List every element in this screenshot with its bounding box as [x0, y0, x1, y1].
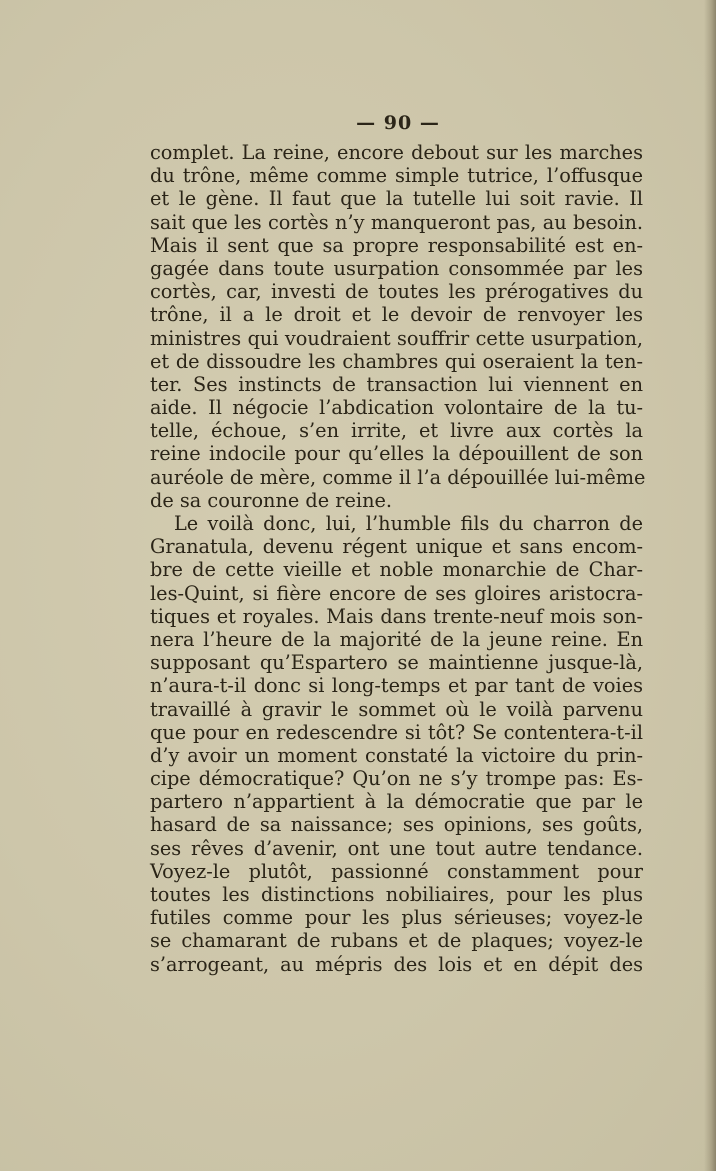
text-line: s’arrogeant, au mépris des lois et en dépit des — [150, 952, 643, 976]
text-line: ministres qui voudraient souffrir cette usurpation, — [150, 326, 643, 350]
text-line: tiques et royales. Mais dans trente-neuf mois son- — [150, 604, 643, 628]
text-line: de sa couronne de reine. — [150, 488, 393, 512]
text-line: et le gène. Il faut que la tutelle lui soit ravie. Il — [150, 187, 643, 211]
text-line: Le voilà donc, lui, l’humble fils du charron de — [174, 512, 643, 535]
text-line: aide. Il négocie l’abdication volontaire de la tu- — [150, 396, 643, 420]
text-line: toutes les distinctions nobiliaires, pour les plus — [150, 883, 643, 906]
paragraph-1 — [150, 141, 646, 512]
text-line: supposant qu’Espartero se maintienne jusque-là, — [150, 651, 643, 675]
text-line: les-Quint, si fière encore de ses gloires aristocra- — [150, 581, 643, 605]
text-line: cipe démocratique? Qu’on ne s’y trompe pas: Es- — [150, 767, 643, 791]
body-text — [150, 141, 646, 976]
text-line: ter. Ses instincts de transaction lui viennent en — [150, 372, 643, 396]
text-line: ses rêves d’avenir, ont une tout autre tendance. — [150, 836, 643, 860]
text-line: se chamarant de rubans et de plaques; voyez-le — [150, 929, 643, 953]
text-line: sait que les cortès n’y manqueront pas, au besoin. — [150, 210, 643, 234]
text-line: futiles comme pour les plus sérieuses; voyez-le — [150, 906, 643, 930]
text-line: hasard de sa naissance; ses opinions, ses goûts, — [150, 813, 643, 837]
text-line: n’aura-t-il donc si long-temps et par tant de voies — [150, 674, 643, 698]
page-number: — 90 — — [356, 112, 440, 134]
page-gutter-shadow — [704, 0, 716, 1171]
text-line: Voyez-le plutôt, passionné constamment pour — [150, 859, 643, 883]
text-line: auréole de mère, comme il l’a dépouillée lui-même — [150, 465, 646, 489]
text-line: et de dissoudre les chambres qui oseraient la ten- — [150, 349, 643, 373]
text-line: travaillé à gravir le sommet où le voilà parvenu — [150, 697, 643, 721]
text-line: reine indocile pour qu’elles la dépouillent de son — [150, 442, 643, 466]
text-line: telle, échoue, s’en irrite, et livre aux cortès la — [150, 419, 643, 443]
text-line: gagée dans toute usurpation consommée par les — [150, 256, 643, 280]
text-line: cortès, car, investi de toutes les prérogatives du — [150, 280, 643, 304]
text-line: Granatula, devenu régent unique et sans encom- — [150, 535, 643, 559]
text-line: partero n’appartient à la démocratie que par le — [150, 790, 643, 814]
text-line: que pour en redescendre si tôt? Se contentera-t-il — [150, 720, 643, 744]
text-line: du trône, même comme simple tutrice, l’offusque — [150, 164, 643, 188]
text-line: d’y avoir un moment constaté la victoire du prin- — [150, 743, 643, 767]
text-line: trône, il a le droit et le devoir de renvoyer les — [150, 303, 643, 327]
text-line: complet. La reine, encore debout sur les marches — [150, 141, 643, 164]
text-line: nera l’heure de la majorité de la jeune reine. En — [150, 627, 643, 651]
text-line: bre de cette vieille et noble monarchie de Char- — [150, 558, 643, 582]
text-line: Mais il sent que sa propre responsabilité est en- — [150, 233, 643, 257]
paragraph-2 — [150, 512, 643, 976]
